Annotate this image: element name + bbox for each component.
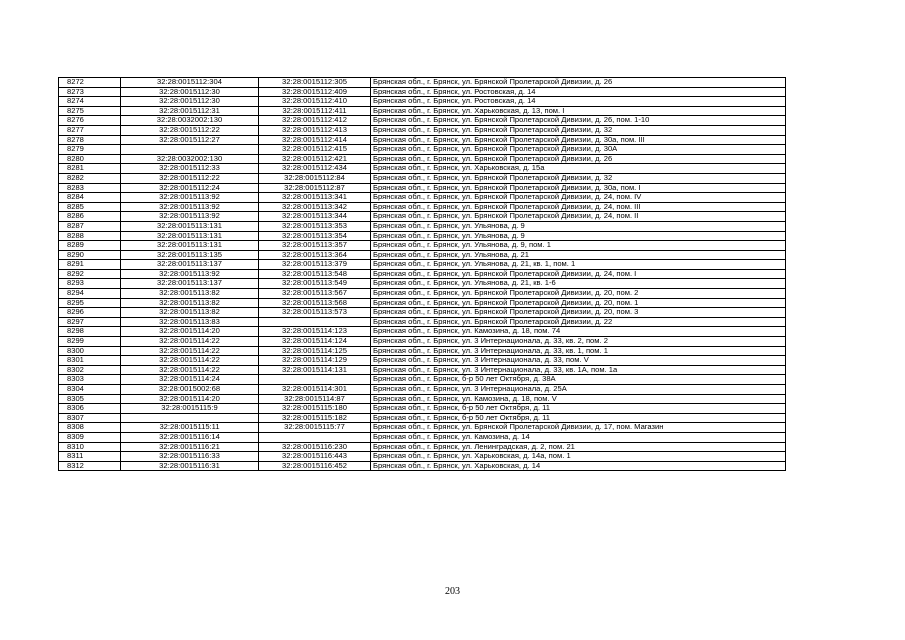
table-row	[59, 231, 786, 241]
row-number-cell: 8296	[59, 308, 121, 318]
cadastral-number-cell: 32:28:0015114:20	[121, 394, 259, 404]
address-cell: Брянская обл., г. Брянск, ул. Брянской Пролетарской Дивизии, д. 32	[371, 173, 786, 183]
cadastral-number-cell: 32:28:0015112:30	[121, 87, 259, 97]
address-cell: Брянская обл., г. Брянск, ул. Харьковская, д. 15а	[371, 164, 786, 174]
cadastral-number-cell: 32:28:0015002:68	[121, 385, 259, 395]
object-cadastral-number-cell: 32:28:0015112:414	[259, 135, 371, 145]
table-row	[59, 173, 786, 183]
object-cadastral-number-cell: 32:28:0015113:364	[259, 250, 371, 260]
address-cell: Брянская обл., г. Брянск, ул. 3 Интернационала, д. 33, кв. 2, пом. 2	[371, 337, 786, 347]
object-cadastral-number-cell: 32:28:0015116:443	[259, 452, 371, 462]
cadastral-number-cell	[121, 145, 259, 155]
address-cell: Брянская обл., г. Брянск, б-р 50 лет Октября, д. 11	[371, 413, 786, 423]
address-cell: Брянская обл., г. Брянск, ул. Ленинградская, д. 2, пом. 21	[371, 442, 786, 452]
table-row	[59, 241, 786, 251]
object-cadastral-number-cell: 32:28:0015113:357	[259, 241, 371, 251]
cadastral-number-cell: 32:28:0015112:24	[121, 183, 259, 193]
row-number-cell: 8297	[59, 317, 121, 327]
object-cadastral-number-cell: 32:28:0015114:129	[259, 356, 371, 366]
address-cell: Брянская обл., г. Брянск, б-р 50 лет Октября, д. 38А	[371, 375, 786, 385]
row-number-cell: 8294	[59, 289, 121, 299]
cadastral-number-cell: 32:28:0015112:33	[121, 164, 259, 174]
cadastral-number-cell: 32:28:0032002:130	[121, 154, 259, 164]
table-row	[59, 394, 786, 404]
address-cell: Брянская обл., г. Брянск, ул. Брянской Пролетарской Дивизии, д. 24, пом. II	[371, 212, 786, 222]
address-cell: Брянская обл., г. Брянск, ул. 3 Интернационала, д. 33, кв. 1А, пом. 1а	[371, 365, 786, 375]
object-cadastral-number-cell	[259, 317, 371, 327]
row-number-cell: 8276	[59, 116, 121, 126]
address-cell: Брянская обл., г. Брянск, ул. Ростовская, д. 14	[371, 87, 786, 97]
object-cadastral-number-cell: 32:28:0015115:180	[259, 404, 371, 414]
address-cell: Брянская обл., г. Брянск, ул. Камозина, д. 18, пом. 74	[371, 327, 786, 337]
object-cadastral-number-cell: 32:28:0015112:413	[259, 125, 371, 135]
table-row	[59, 375, 786, 385]
table-row	[59, 106, 786, 116]
cadastral-number-cell: 32:28:0015112:31	[121, 106, 259, 116]
address-cell: Брянская обл., г. Брянск, б-р 50 лет Октября, д. 11	[371, 404, 786, 414]
object-cadastral-number-cell: 32:28:0015112:305	[259, 78, 371, 88]
table-row	[59, 461, 786, 471]
row-number-cell: 8295	[59, 298, 121, 308]
table-row	[59, 385, 786, 395]
address-cell: Брянская обл., г. Брянск, ул. Брянской Пролетарской Дивизии, д. 26	[371, 78, 786, 88]
object-cadastral-number-cell: 32:28:0015112:412	[259, 116, 371, 126]
address-cell: Брянская обл., г. Брянск, ул. Брянской Пролетарской Дивизии, д. 26, пом. 1-10	[371, 116, 786, 126]
address-cell: Брянская обл., г. Брянск, ул. Ульянова, д. 9, пом. 1	[371, 241, 786, 251]
table-row	[59, 221, 786, 231]
cadastral-number-cell: 32:28:0015113:82	[121, 308, 259, 318]
register-table-body	[59, 78, 786, 471]
object-cadastral-number-cell: 32:28:0015113:567	[259, 289, 371, 299]
row-number-cell: 8302	[59, 365, 121, 375]
cadastral-number-cell: 32:28:0015113:92	[121, 193, 259, 203]
object-cadastral-number-cell	[259, 432, 371, 442]
object-cadastral-number-cell: 32:28:0015113:344	[259, 212, 371, 222]
row-number-cell: 8275	[59, 106, 121, 116]
table-row	[59, 432, 786, 442]
table-row	[59, 154, 786, 164]
row-number-cell: 8301	[59, 356, 121, 366]
object-cadastral-number-cell: 32:28:0015114:131	[259, 365, 371, 375]
object-cadastral-number-cell: 32:28:0015113:568	[259, 298, 371, 308]
address-cell: Брянская обл., г. Брянск, ул. 3 Интернационала, д. 25А	[371, 385, 786, 395]
cadastral-number-cell: 32:28:0015114:22	[121, 346, 259, 356]
row-number-cell: 8309	[59, 432, 121, 442]
row-number-cell: 8306	[59, 404, 121, 414]
cadastral-number-cell: 32:28:0015113:92	[121, 202, 259, 212]
row-number-cell: 8280	[59, 154, 121, 164]
cadastral-number-cell: 32:28:0015115:9	[121, 404, 259, 414]
row-number-cell: 8287	[59, 221, 121, 231]
row-number-cell: 8308	[59, 423, 121, 433]
row-number-cell: 8291	[59, 260, 121, 270]
object-cadastral-number-cell: 32:28:0015116:230	[259, 442, 371, 452]
table-row	[59, 193, 786, 203]
table-row	[59, 183, 786, 193]
table-row	[59, 164, 786, 174]
object-cadastral-number-cell	[259, 375, 371, 385]
cadastral-number-cell: 32:28:0015114:22	[121, 365, 259, 375]
address-cell: Брянская обл., г. Брянск, ул. Харьковская, д. 14	[371, 461, 786, 471]
cadastral-number-cell: 32:28:0015114:20	[121, 327, 259, 337]
row-number-cell: 8279	[59, 145, 121, 155]
cadastral-number-cell: 32:28:0015113:131	[121, 241, 259, 251]
object-cadastral-number-cell: 32:28:0015113:353	[259, 221, 371, 231]
address-cell: Брянская обл., г. Брянск, ул. Брянской Пролетарской Дивизии, д. 30а, пом. III	[371, 135, 786, 145]
table-row	[59, 365, 786, 375]
address-cell: Брянская обл., г. Брянск, ул. Брянской Пролетарской Дивизии, д. 24, пом. III	[371, 202, 786, 212]
address-cell: Брянская обл., г. Брянск, ул. Брянской Пролетарской Дивизии, д. 22	[371, 317, 786, 327]
address-cell: Брянская обл., г. Брянск, ул. Камозина, д. 18, пом. V	[371, 394, 786, 404]
row-number-cell: 8290	[59, 250, 121, 260]
cadastral-number-cell: 32:28:0015116:14	[121, 432, 259, 442]
object-cadastral-number-cell: 32:28:0015113:354	[259, 231, 371, 241]
cadastral-number-cell: 32:28:0015114:24	[121, 375, 259, 385]
object-cadastral-number-cell: 32:28:0015112:434	[259, 164, 371, 174]
table-row	[59, 404, 786, 414]
row-number-cell: 8283	[59, 183, 121, 193]
cadastral-number-cell: 32:28:0015113:137	[121, 279, 259, 289]
row-number-cell: 8303	[59, 375, 121, 385]
page-number: 203	[445, 586, 460, 597]
cadastral-number-cell: 32:28:0015113:131	[121, 221, 259, 231]
row-number-cell: 8312	[59, 461, 121, 471]
table-row	[59, 125, 786, 135]
address-cell: Брянская обл., г. Брянск, ул. Брянской Пролетарской Дивизии, д. 24, пом. I	[371, 269, 786, 279]
row-number-cell: 8300	[59, 346, 121, 356]
address-cell: Брянская обл., г. Брянск, ул. Ульянова, д. 9	[371, 221, 786, 231]
table-row	[59, 269, 786, 279]
table-row	[59, 346, 786, 356]
object-cadastral-number-cell: 32:28:0015115:182	[259, 413, 371, 423]
address-cell: Брянская обл., г. Брянск, ул. Харьковская, д. 13, пом. I	[371, 106, 786, 116]
address-cell: Брянская обл., г. Брянск, ул. Ульянова, д. 21, кв. 1-6	[371, 279, 786, 289]
table-row	[59, 413, 786, 423]
object-cadastral-number-cell: 32:28:0015114:125	[259, 346, 371, 356]
object-cadastral-number-cell: 32:28:0015112:421	[259, 154, 371, 164]
row-number-cell: 8273	[59, 87, 121, 97]
address-cell: Брянская обл., г. Брянск, ул. 3 Интернационала, д. 33, кв. 1, пом. 1	[371, 346, 786, 356]
address-cell: Брянская обл., г. Брянск, ул. Харьковская, д. 14а, пом. 1	[371, 452, 786, 462]
object-cadastral-number-cell: 32:28:0015113:573	[259, 308, 371, 318]
cadastral-number-cell: 32:28:0015112:22	[121, 125, 259, 135]
object-cadastral-number-cell: 32:28:0015114:301	[259, 385, 371, 395]
object-cadastral-number-cell: 32:28:0015113:342	[259, 202, 371, 212]
row-number-cell: 8311	[59, 452, 121, 462]
row-number-cell: 8304	[59, 385, 121, 395]
cadastral-number-cell: 32:28:0015112:304	[121, 78, 259, 88]
row-number-cell: 8277	[59, 125, 121, 135]
row-number-cell: 8285	[59, 202, 121, 212]
row-number-cell: 8298	[59, 327, 121, 337]
table-row	[59, 87, 786, 97]
cadastral-number-cell: 32:28:0015116:33	[121, 452, 259, 462]
address-cell: Брянская обл., г. Брянск, ул. Брянской Пролетарской Дивизии, д. 20, пом. 1	[371, 298, 786, 308]
table-row	[59, 317, 786, 327]
address-cell: Брянская обл., г. Брянск, ул. Брянской Пролетарской Дивизии, д. 30А	[371, 145, 786, 155]
table-row	[59, 423, 786, 433]
table-row	[59, 78, 786, 88]
row-number-cell: 8310	[59, 442, 121, 452]
address-cell: Брянская обл., г. Брянск, ул. Брянской Пролетарской Дивизии, д. 26	[371, 154, 786, 164]
cadastral-number-cell: 32:28:0015112:30	[121, 97, 259, 107]
object-cadastral-number-cell: 32:28:0015112:410	[259, 97, 371, 107]
object-cadastral-number-cell: 32:28:0015113:548	[259, 269, 371, 279]
row-number-cell: 8299	[59, 337, 121, 347]
row-number-cell: 8284	[59, 193, 121, 203]
table-row	[59, 327, 786, 337]
cadastral-number-cell: 32:28:0015113:131	[121, 231, 259, 241]
address-cell: Брянская обл., г. Брянск, ул. 3 Интернационала, д. 33, пом. V	[371, 356, 786, 366]
object-cadastral-number-cell: 32:28:0015114:87	[259, 394, 371, 404]
object-cadastral-number-cell: 32:28:0015113:549	[259, 279, 371, 289]
cadastral-number-cell	[121, 413, 259, 423]
table-row	[59, 289, 786, 299]
object-cadastral-number-cell: 32:28:0015113:341	[259, 193, 371, 203]
cadastral-number-cell: 32:28:0015116:21	[121, 442, 259, 452]
row-number-cell: 8286	[59, 212, 121, 222]
row-number-cell: 8282	[59, 173, 121, 183]
register-table	[58, 77, 786, 471]
cadastral-number-cell: 32:28:0015113:92	[121, 269, 259, 279]
cadastral-number-cell: 32:28:0015116:31	[121, 461, 259, 471]
table-row	[59, 356, 786, 366]
row-number-cell: 8293	[59, 279, 121, 289]
object-cadastral-number-cell: 32:28:0015112:415	[259, 145, 371, 155]
table-row	[59, 212, 786, 222]
cadastral-number-cell: 32:28:0015114:22	[121, 337, 259, 347]
cadastral-number-cell: 32:28:0015113:137	[121, 260, 259, 270]
table-row	[59, 202, 786, 212]
row-number-cell: 8278	[59, 135, 121, 145]
table-row	[59, 279, 786, 289]
row-number-cell: 8305	[59, 394, 121, 404]
object-cadastral-number-cell: 32:28:0015114:124	[259, 337, 371, 347]
row-number-cell: 8281	[59, 164, 121, 174]
table-row	[59, 452, 786, 462]
cadastral-number-cell: 32:28:0032002:130	[121, 116, 259, 126]
address-cell: Брянская обл., г. Брянск, ул. Камозина, д. 14	[371, 432, 786, 442]
object-cadastral-number-cell: 32:28:0015112:411	[259, 106, 371, 116]
cadastral-number-cell: 32:28:0015113:82	[121, 298, 259, 308]
address-cell: Брянская обл., г. Брянск, ул. Ульянова, д. 9	[371, 231, 786, 241]
address-cell: Брянская обл., г. Брянск, ул. Ульянова, д. 21, кв. 1, пом. 1	[371, 260, 786, 270]
address-cell: Брянская обл., г. Брянск, ул. Брянской Пролетарской Дивизии, д. 20, пом. 3	[371, 308, 786, 318]
table-row	[59, 260, 786, 270]
table-row	[59, 250, 786, 260]
cadastral-number-cell: 32:28:0015112:22	[121, 173, 259, 183]
table-row	[59, 145, 786, 155]
address-cell: Брянская обл., г. Брянск, ул. Ульянова, д. 21	[371, 250, 786, 260]
cadastral-number-cell: 32:28:0015113:92	[121, 212, 259, 222]
object-cadastral-number-cell: 32:28:0015112:84	[259, 173, 371, 183]
cadastral-number-cell: 32:28:0015113:82	[121, 289, 259, 299]
row-number-cell: 8288	[59, 231, 121, 241]
object-cadastral-number-cell: 32:28:0015115:77	[259, 423, 371, 433]
object-cadastral-number-cell: 32:28:0015113:379	[259, 260, 371, 270]
table-row	[59, 298, 786, 308]
table-row	[59, 135, 786, 145]
table-row	[59, 97, 786, 107]
table-row	[59, 116, 786, 126]
address-cell: Брянская обл., г. Брянск, ул. Брянской Пролетарской Дивизии, д. 17, пом. Магазин	[371, 423, 786, 433]
object-cadastral-number-cell: 32:28:0015114:123	[259, 327, 371, 337]
table-row	[59, 337, 786, 347]
address-cell: Брянская обл., г. Брянск, ул. Брянской Пролетарской Дивизии, д. 20, пом. 2	[371, 289, 786, 299]
object-cadastral-number-cell: 32:28:0015116:452	[259, 461, 371, 471]
object-cadastral-number-cell: 32:28:0015112:409	[259, 87, 371, 97]
cadastral-number-cell: 32:28:0015114:22	[121, 356, 259, 366]
table-row	[59, 308, 786, 318]
row-number-cell: 8292	[59, 269, 121, 279]
cadastral-number-cell: 32:28:0015115:11	[121, 423, 259, 433]
row-number-cell: 8307	[59, 413, 121, 423]
cadastral-number-cell: 32:28:0015112:27	[121, 135, 259, 145]
table-row	[59, 442, 786, 452]
cadastral-number-cell: 32:28:0015113:83	[121, 317, 259, 327]
row-number-cell: 8274	[59, 97, 121, 107]
object-cadastral-number-cell: 32:28:0015112:87	[259, 183, 371, 193]
address-cell: Брянская обл., г. Брянск, ул. Брянской Пролетарской Дивизии, д. 24, пом. IV	[371, 193, 786, 203]
cadastral-number-cell: 32:28:0015113:135	[121, 250, 259, 260]
address-cell: Брянская обл., г. Брянск, ул. Ростовская, д. 14	[371, 97, 786, 107]
row-number-cell: 8289	[59, 241, 121, 251]
row-number-cell: 8272	[59, 78, 121, 88]
address-cell: Брянская обл., г. Брянск, ул. Брянской Пролетарской Дивизии, д. 30а, пом. I	[371, 183, 786, 193]
address-cell: Брянская обл., г. Брянск, ул. Брянской Пролетарской Дивизии, д. 32	[371, 125, 786, 135]
